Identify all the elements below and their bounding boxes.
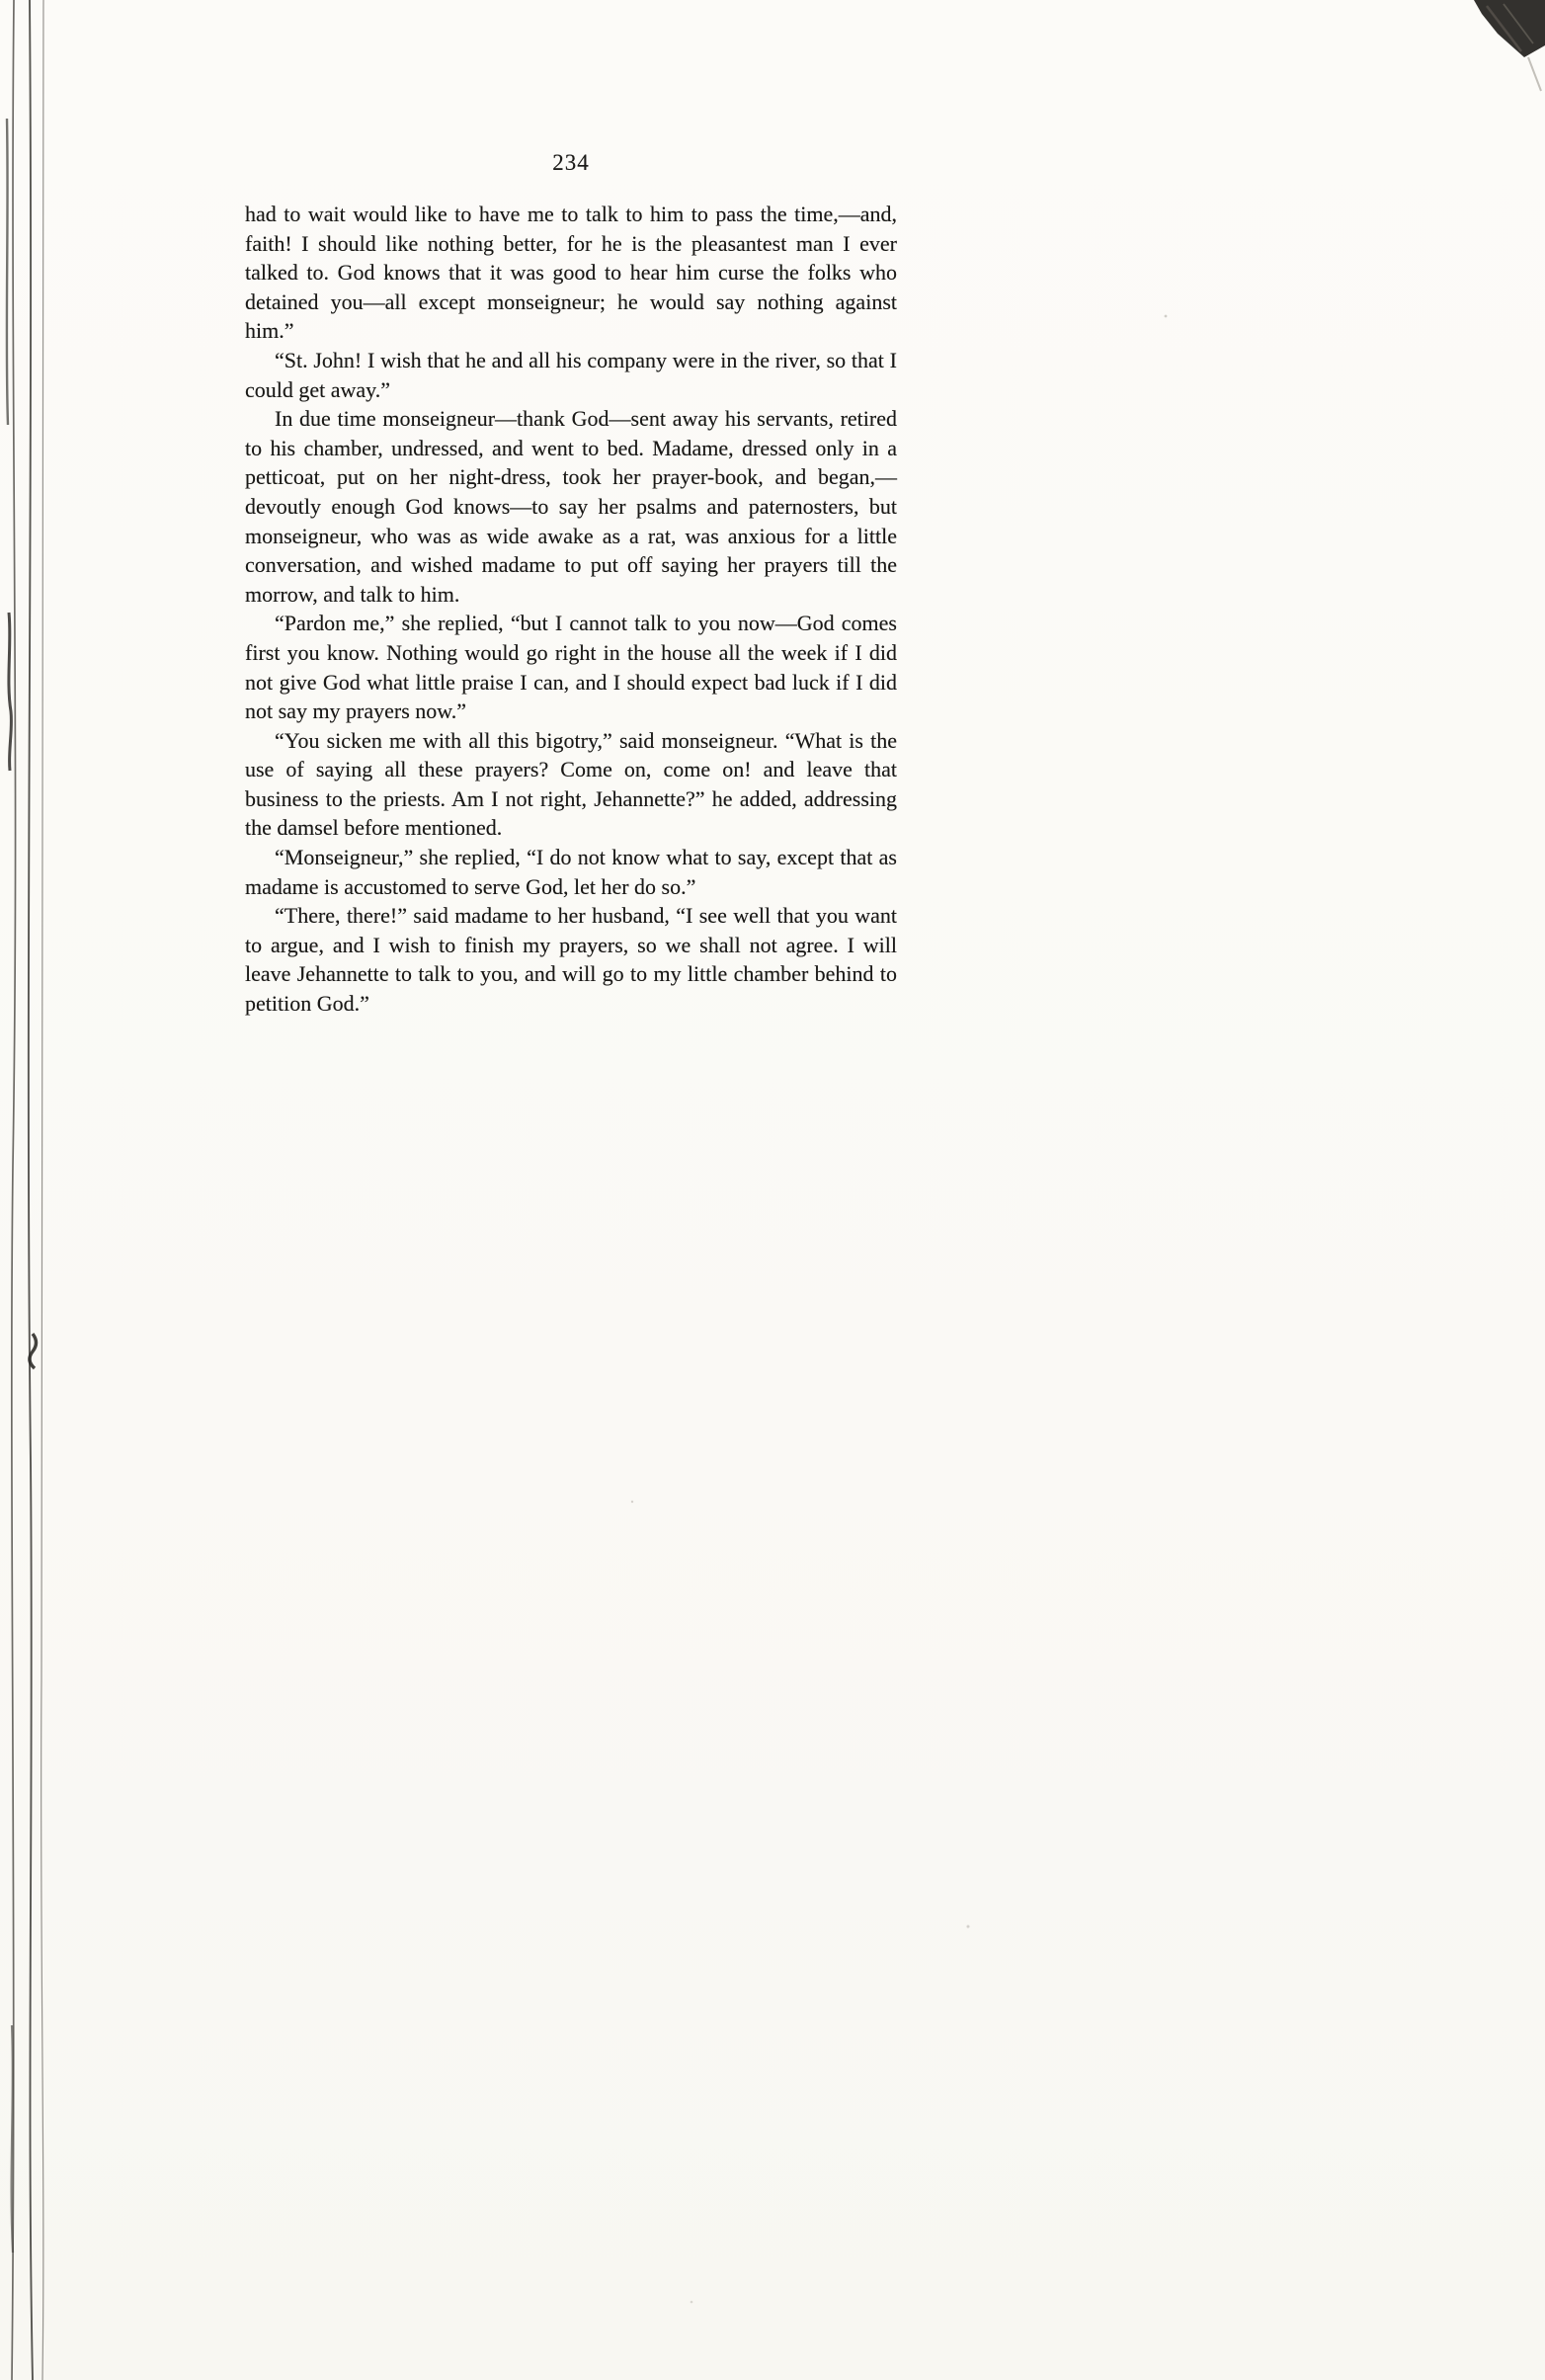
- ink-smudge: [9, 613, 12, 771]
- paragraph: “Pardon me,” she replied, “but I cannot talk to you now—God comes first you know. Nothing would go right in the house all the week if I did not give God what little praise I can, and I should expect bad luck if I did not say my prayers now.”: [245, 611, 897, 724]
- corner-ink-blot: [1474, 0, 1545, 57]
- ink-smudge: [30, 1334, 37, 1368]
- binding-crease-line: [29, 0, 33, 2380]
- ink-smudge: [12, 2025, 13, 2253]
- page-text: [245, 200, 897, 1019]
- corner-ink-streak: [1504, 4, 1533, 43]
- paragraph: “Monseigneur,” she replied, “I do not know what to say, except that as madame is accustomed to serve God, let her do so.”: [245, 845, 897, 899]
- corner-ink-streak: [1528, 57, 1541, 91]
- paper-speck: [691, 2301, 693, 2304]
- paper-speck: [1165, 315, 1168, 318]
- page-number: 234: [552, 150, 590, 175]
- paper-speck: [631, 1501, 633, 1503]
- corner-ink-streak: [1487, 6, 1521, 51]
- binding-crease-line: [12, 0, 16, 2380]
- paragraph: “There, there!” said madame to her husband, “I see well that you want to argue, and I wish to finish my prayers, so we shall not agree. I will leave Jehannette to talk to you, and will go to my little chamber behind to petition God.”: [245, 903, 897, 1017]
- paragraph: had to wait would like to have me to talk to him to pass the time,—and, faith! I should like nothing better, for he is the pleasantest man I ever talked to. God knows that it was good to hear him curse the folks who detained you—all except monseigneur; he would say nothing against him.”: [245, 202, 897, 344]
- paragraph: “You sicken me with all this bigotry,” said monseigneur. “What is the use of saying all these prayers? Come on, come on! and leave that business to the priests. Am I not right, Jehannette?” he added, addressing the damsel before mentioned.: [245, 727, 897, 841]
- paragraph: “St. John! I wish that he and all his company were in the river, so that I could get away.”: [245, 347, 897, 402]
- paper-speck: [967, 1926, 970, 1929]
- binding-crease-line: [7, 119, 8, 425]
- binding-crease-line: [41, 0, 44, 2380]
- paragraph: In due time monseigneur—thank God—sent away his servants, retired to his chamber, undressed, and went to bed. Madame, dressed only in a petticoat, put on her night-dress, took her prayer-book, and began,—devoutly enough God knows—to say her psalms and paternosters, but monseigneur, who was as wide awake as a rat, was anxious for a little conversation, and wished madame to put off saying her prayers till the morrow, and talk to him.: [245, 406, 897, 607]
